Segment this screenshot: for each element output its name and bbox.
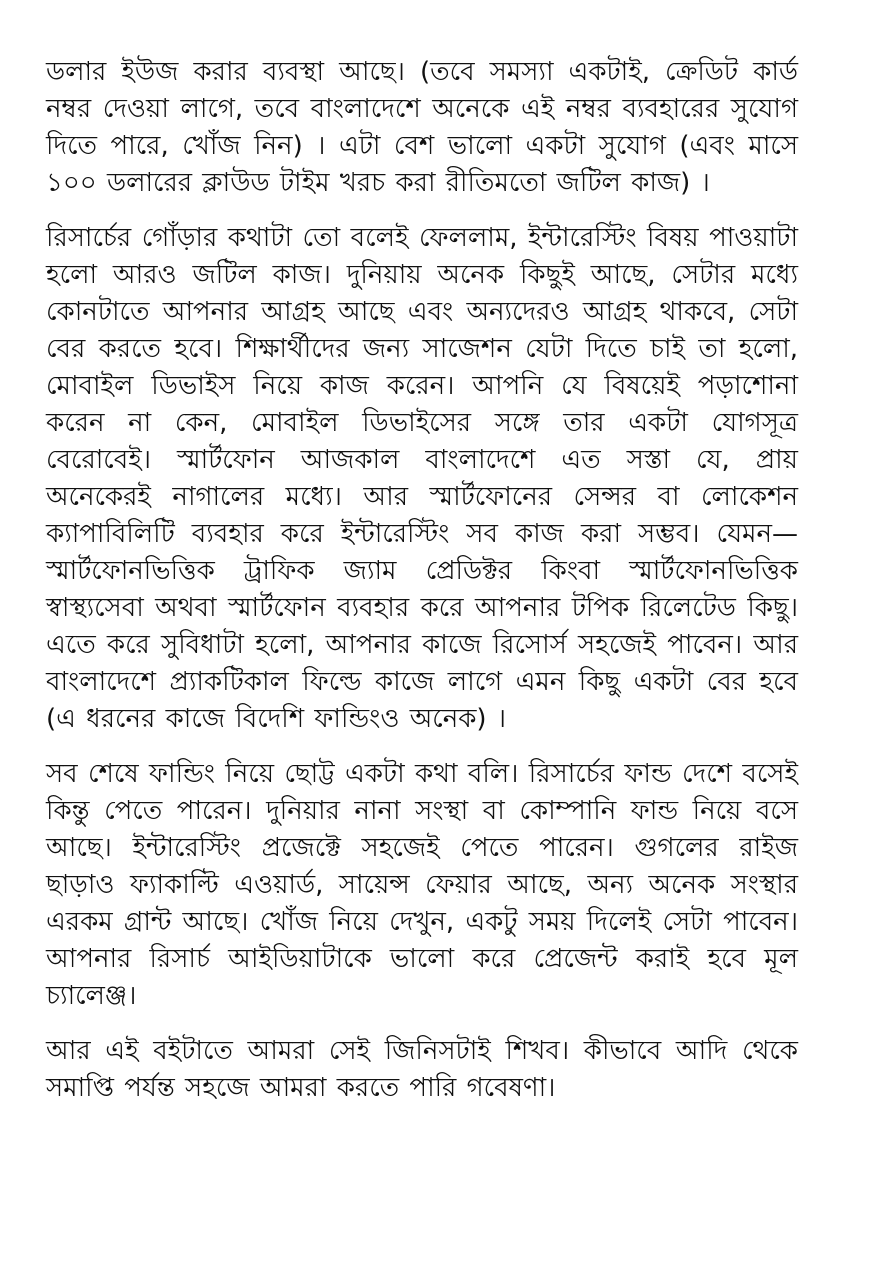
- paragraph-3: সব শেষে ফান্ডিং নিয়ে ছোট্ট একটা কথা বলি। রিসার্চের ফান্ড দেশে বসেই কিন্তু পেতে পারেন। দুনিয়ার নানা সংস্থা বা কোম্পানি ফান্ড নিয়ে বসে আছে। ইন্টারেস্টিং প্রজেক্টে সহজেই পেতে পারেন। গুগলের রাইজ ছাড়াও ফ্যাকাল্টি এওয়ার্ড, সায়েন্স ফেয়ার আছে, অন্য অনেক সংস্থার এরকম গ্রান্ট আছে। খোঁজ নিয়ে দেখুন, একটু সময় দিলেই সেটা পাবেন। আপনার রিসার্চ আইডিয়াটাকে ভালো করে প্রেজেন্ট করাই হবে মূল চ্যালেঞ্জ।: [46, 759, 798, 1011]
- document-page: [46, 54, 798, 1125]
- paragraph-2: রিসার্চের গোঁড়ার কথাটা তো বলেই ফেললাম, ইন্টারেস্টিং বিষয় পাওয়াটা হলো আরও জটিল কাজ। দুনিয়ায় অনেক কিছুই আছে, সেটার মধ্যে কোনটাতে আপনার আগ্রহ আছে এবং অন্যদেরও আগ্রহ থাকবে, সেটা বের করতে হবে। শিক্ষার্থীদের জন্য সাজেশন যেটা দিতে চাই তা হলো, মোবাইল ডিভাইস নিয়ে কাজ করেন। আপনি যে বিষয়েই পড়াশোনা করেন না কেন, মোবাইল ডিভাইসের সঙ্গে তার একটা যোগসূত্র বেরোবেই। স্মার্টফোন আজকাল বাংলাদেশে এত সস্তা যে, প্রায় অনেকেরই নাগালের মধ্যে। আর স্মার্টফোনের সেন্সর বা লোকেশন ক্যাপাবিলিটি ব্যবহার করে ইন্টারেস্টিং সব কাজ করা সম্ভব। যেমন— স্মার্টফোনভিত্তিক ট্রাফিক জ্যাম প্রেডিক্টর কিংবা স্মার্টফোনভিত্তিক স্বাস্থ্যসেবা অথবা স্মার্টফোন ব্যবহার করে আপনার টপিক রিলেটেড কিছু। এতে করে সুবিধাটা হলো, আপনার কাজে রিসোর্স সহজেই পাবেন। আর বাংলাদেশে প্র্যাকটিকাল ফিল্ডে কাজে লাগে এমন কিছু একটা বের হবে (এ ধরনের কাজে বিদেশি ফান্ডিংও অনেক) ।: [46, 223, 798, 734]
- paragraph-1: ডলার ইউজ করার ব্যবস্থা আছে। (তবে সমস্যা একটাই, ক্রেডিট কার্ড নম্বর দেওয়া লাগে, তবে বাংলাদেশে অনেকে এই নম্বর ব্যবহারের সুযোগ দিতে পারে, খোঁজ নিন) । এটা বেশ ভালো একটা সুযোগ (এবং মাসে ১০০ ডলারের ক্লাউড টাইম খরচ করা রীতিমতো জটিল কাজ) ।: [46, 57, 798, 198]
- paragraph-4: আর এই বইটাতে আমরা সেই জিনিসটাই শিখব। কীভাবে আদি থেকে সমাপ্তি পর্যন্ত সহজে আমরা করতে পারি গবেষণা।: [46, 1036, 798, 1103]
